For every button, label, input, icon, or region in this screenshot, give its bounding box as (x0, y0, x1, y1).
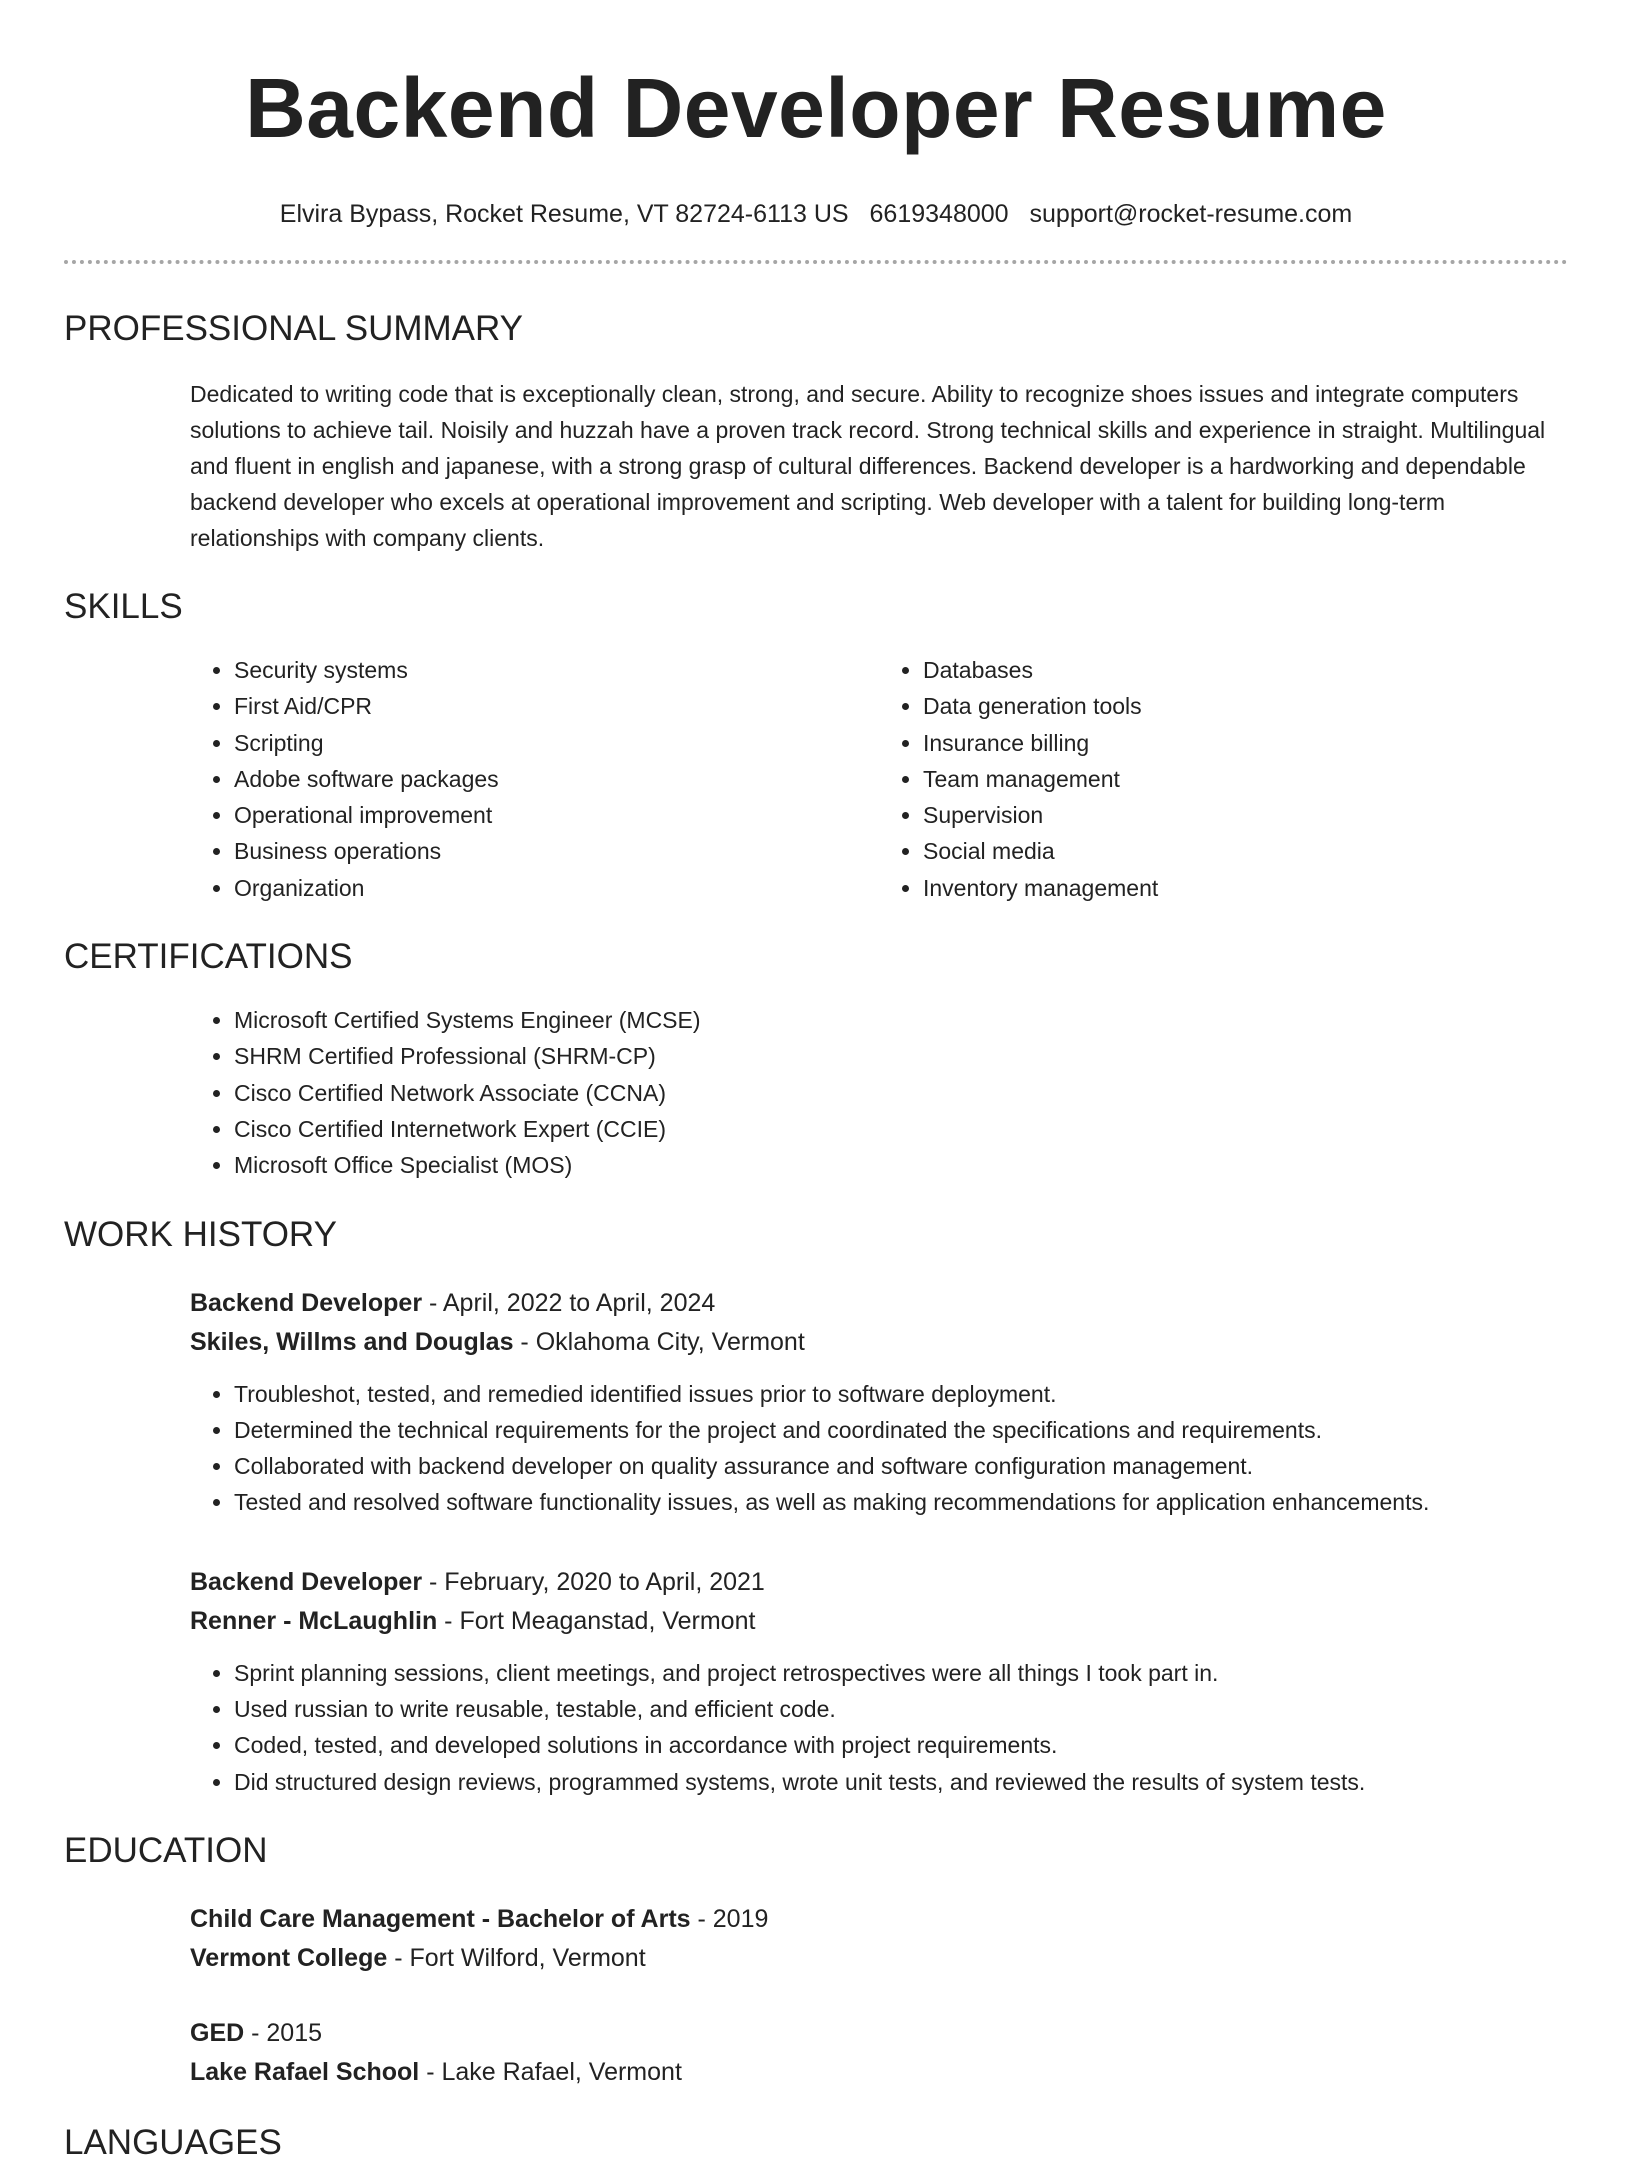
contact-line (64, 198, 1568, 230)
list-item: • Team management (923, 761, 1568, 797)
skills-heading: SKILLS (64, 587, 183, 626)
job-company: Renner - McLaughlin (190, 1606, 438, 1635)
list-item: • Cisco Certified Network Associate (CCNA) (234, 1075, 1568, 1111)
certifications-section (64, 936, 1568, 1183)
list-item: • Security systems (234, 652, 879, 688)
job-dates: - February, 2020 to April, 2021 (422, 1567, 765, 1596)
job-title: Backend Developer (190, 1567, 423, 1596)
job-entry (190, 1563, 1568, 1800)
list-item: • SHRM Certified Professional (SHRM-CP) (234, 1038, 1568, 1074)
job-dates: - April, 2022 to April, 2024 (422, 1288, 716, 1317)
education-entry (190, 1900, 1568, 1978)
certifications-list (190, 1002, 1568, 1183)
education-school: Vermont College (190, 1943, 388, 1972)
job-location: - Fort Meaganstad, Vermont (437, 1606, 756, 1635)
list-item: • Databases (923, 652, 1568, 688)
summary-text: Dedicated to writing code that is exceptionally clean, strong, and secure. Ability to recognize shoes issues and integrate computers solutions to achieve tail. Noisily and huzzah have a proven track record. Strong technical skills and experience in straight. Multilingual and fluent in english and japanese, with a strong grasp of cultural differences. Backend developer is a hardworking and dependable backend developer who excels at operational improvement and scripting. Web developer with a talent for building long-term relationships with company clients. (190, 381, 1546, 551)
certifications-body (190, 1002, 1568, 1183)
education-school-line (190, 2053, 1568, 2092)
job-bullets (190, 1376, 1568, 1521)
skills-list-right (879, 652, 1568, 906)
list-item: • Insurance billing (923, 725, 1568, 761)
list-item: • Business operations (234, 833, 879, 869)
list-item: • Inventory management (923, 870, 1568, 906)
header-divider (64, 260, 1568, 264)
list-item: • Sprint planning sessions, client meetings, and project retrospectives were all things I took part in. (234, 1655, 1568, 1691)
page-title: Backend Developer Resume (245, 61, 1387, 155)
languages-section (64, 2122, 1568, 2164)
list-item: • Did structured design reviews, programmed systems, wrote unit tests, and reviewed the results of system tests. (234, 1764, 1568, 1800)
job-company-line (190, 1602, 1568, 1641)
certifications-heading: CERTIFICATIONS (64, 937, 353, 977)
education-year: - 2019 (690, 1904, 769, 1933)
list-item: • Organization (234, 870, 879, 906)
education-location: - Fort Wilford, Vermont (387, 1943, 646, 1972)
list-item: • Operational improvement (234, 797, 879, 833)
list-item: • Tested and resolved software functionality issues, as well as making recommendations for application enhancements. (234, 1484, 1568, 1520)
job-entry (190, 1284, 1568, 1521)
list-item: • Troubleshot, tested, and remedied identified issues prior to software deployment. (234, 1376, 1568, 1412)
education-heading: EDUCATION (64, 1830, 268, 1870)
education-degree: Child Care Management - Bachelor of Arts (190, 1904, 691, 1933)
contact-address: Elvira Bypass, Rocket Resume, VT 82724-6113 US (279, 200, 849, 228)
resume-page (64, 0, 1568, 2164)
education-degree-line (190, 2014, 1568, 2053)
job-bullets (190, 1655, 1568, 1800)
list-item: • Microsoft Office Specialist (MOS) (234, 1147, 1568, 1183)
education-school: Lake Rafael School (190, 2057, 420, 2086)
list-item: • Cisco Certified Internetwork Expert (CCIE) (234, 1111, 1568, 1147)
contact-email: support@rocket-resume.com (1029, 200, 1353, 228)
skills-section (64, 586, 1568, 906)
list-item: • Collaborated with backend developer on quality assurance and software configuration management. (234, 1448, 1568, 1484)
list-item: • Used russian to write reusable, testable, and efficient code. (234, 1691, 1568, 1727)
list-item: • Social media (923, 833, 1568, 869)
job-company-line (190, 1323, 1568, 1362)
summary-heading: PROFESSIONAL SUMMARY (64, 309, 523, 348)
summary-section (64, 308, 1568, 556)
list-item: • Scripting (234, 725, 879, 761)
work-history-section (64, 1214, 1568, 1800)
languages-heading: LANGUAGES (64, 2122, 282, 2162)
education-degree-line (190, 1900, 1568, 1939)
list-item: • First Aid/CPR (234, 688, 879, 724)
list-item: • Supervision (923, 797, 1568, 833)
education-degree: GED (190, 2018, 245, 2047)
skills-columns (190, 652, 1568, 906)
education-entry (190, 2014, 1568, 2092)
job-location: - Oklahoma City, Vermont (513, 1327, 805, 1356)
job-title-line (190, 1284, 1568, 1323)
education-year: - 2015 (244, 2018, 323, 2047)
list-item: • Data generation tools (923, 688, 1568, 724)
work-history-heading: WORK HISTORY (64, 1214, 337, 1254)
education-location: - Lake Rafael, Vermont (419, 2057, 682, 2086)
list-item: • Microsoft Certified Systems Engineer (MCSE) (234, 1002, 1568, 1038)
list-item: • Adobe software packages (234, 761, 879, 797)
list-item: • Coded, tested, and developed solutions in accordance with project requirements. (234, 1727, 1568, 1763)
job-title: Backend Developer (190, 1288, 423, 1317)
job-title-line (190, 1563, 1568, 1602)
list-item: • Determined the technical requirements for the project and coordinated the specifications and requirements. (234, 1412, 1568, 1448)
contact-phone: 6619348000 (869, 200, 1009, 228)
education-section (64, 1830, 1568, 2092)
skills-list-left (190, 652, 879, 906)
education-school-line (190, 1939, 1568, 1978)
job-company: Skiles, Willms and Douglas (190, 1327, 514, 1356)
